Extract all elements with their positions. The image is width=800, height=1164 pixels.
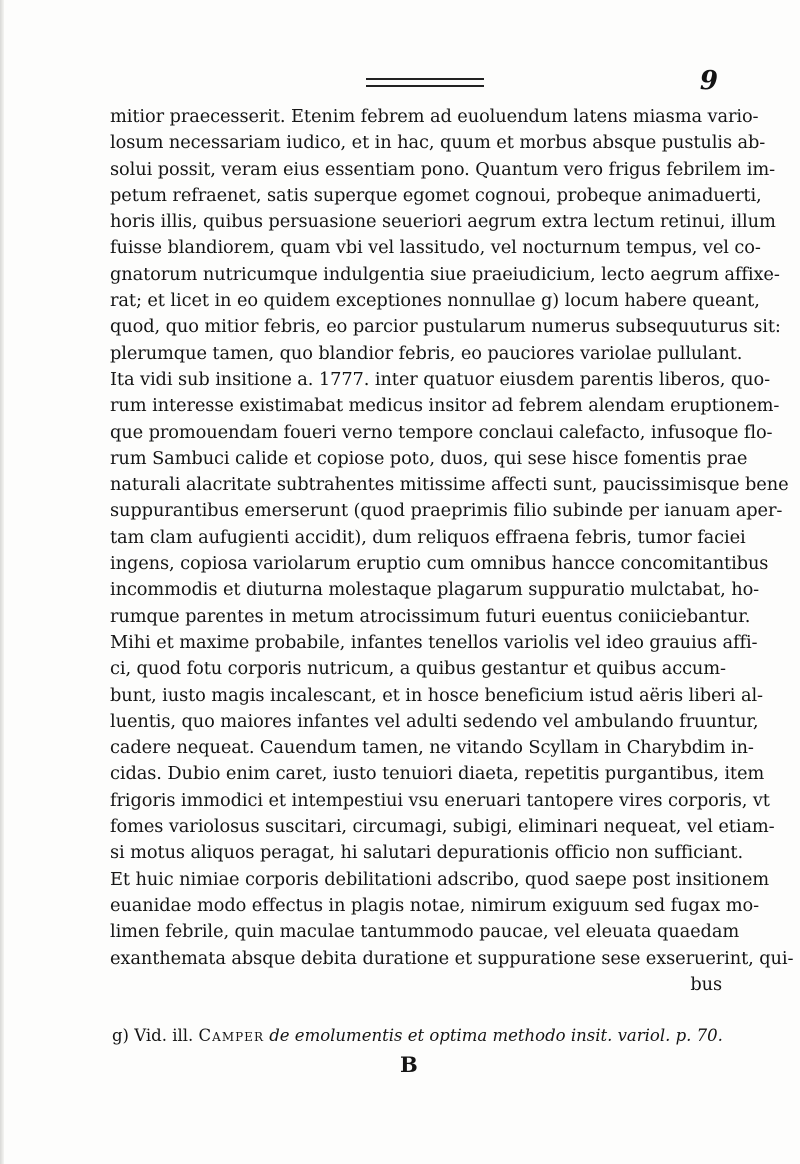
page-number: 9 <box>699 66 718 96</box>
text-line: Mihi et maxime probabile, infantes tenellos variolis vel ideo grauius affi- <box>110 631 758 653</box>
text-line: ci, quod fotu corporis nutricum, a quibus gestantur et quibus accum- <box>110 658 726 680</box>
text-line: incommodis et diuturna molestaque plagarum suppuratio mulctabat, ho- <box>110 579 760 601</box>
text-line: Ita vidi sub insitione a. 1777. inter quatuor eiusdem parentis liberos, quo- <box>110 368 771 390</box>
footnote-title: de emolumentis et optima methodo insit. variol. <box>269 1026 671 1045</box>
text-line: luentis, quo maiores infantes vel adulti sedendo vel ambulando fruuntur, <box>110 710 759 732</box>
text-line: rum Sambuci calide et copiose poto, duos, qui sese hisce fomentis prae <box>110 447 748 469</box>
text-line: petum refraenet, satis superque egomet cognoui, probeque animaduerti, <box>110 184 762 206</box>
footnote-marker: g) <box>112 1026 129 1045</box>
text-line: bus <box>690 973 722 995</box>
text-line: que promouendam foueri verno tempore conclaui calefacto, infusoque flo- <box>110 421 773 443</box>
text-line: naturali alacritate subtrahentes mitissime affecti sunt, paucissimisque bene <box>110 474 789 496</box>
text-line: euanidae modo effectus in plagis notae, nimirum exiguum sed fugax mo- <box>110 894 760 916</box>
text-line: rumque parentes in metum atrocissimum futuri euentus coniiciebantur. <box>110 605 751 627</box>
text-line: tam clam aufugienti accidit), dum reliquos effraena febris, tumor faciei <box>110 526 746 548</box>
text-line: limen febrile, quin maculae tantummodo paucae, vel eleuata quaedam <box>110 921 740 943</box>
footnote-author: Camper <box>198 1026 264 1045</box>
text-line: gnatorum nutricumque indulgentia siue praeiudicium, lecto aegrum affixe- <box>110 263 780 285</box>
text-line: plerumque tamen, quo blandior febris, eo pauciores variolae pullulant. <box>110 342 743 364</box>
text-line: si motus aliquos peragat, hi salutari depurationis officio non sufficiant. <box>110 842 744 864</box>
text-line: ingens, copiosa variolarum eruptio cum omnibus hancce concomitantibus <box>110 553 769 575</box>
text-line: fuisse blandiorem, quam vbi vel lassitudo, vel nocturnum tempus, vel co- <box>110 237 761 259</box>
text-line: exanthemata absque debita duratione et suppuratione sese exseruerint, qui- <box>110 947 794 969</box>
page-edge-shadow <box>0 0 4 1164</box>
text-line: Et huic nimiae corporis debilitationi adscribo, quod saepe post insitionem <box>110 868 770 890</box>
text-line: horis illis, quibus persuasione seueriori aegrum extra lectum retinui, illum <box>110 211 776 233</box>
text-line: bunt, iusto magis incalescant, et in hosce beneficium istud aëris liberi al- <box>110 684 763 706</box>
text-line: cadere nequeat. Cauendum tamen, ne vitando Scyllam in Charybdim in- <box>110 737 754 759</box>
signature-mark: B <box>400 1052 418 1077</box>
text-line: losum necessariam iudico, et in hac, quum et morbus absque pustulis ab- <box>110 132 766 154</box>
main-text-block <box>110 104 794 998</box>
text-line: suppurantibus emerserunt (quod praeprimis filio subinde per ianuam aper- <box>110 500 783 522</box>
text-line: cidas. Dubio enim caret, iusto tenuiori diaeta, repetitis purgantibus, item <box>110 763 765 785</box>
text-line: rum interesse existimabat medicus insitor ad febrem alendam eruptionem- <box>110 395 780 417</box>
text-line: mitior praecesserit. Etenim febrem ad euoluendum latens miasma vario- <box>110 106 759 127</box>
text-line: frigoris immodici et intempestiui vsu eneruari tantopere vires corporis, vt <box>110 789 770 811</box>
header-double-rule <box>366 78 484 87</box>
text-line: solui possit, veram eius essentiam pono. Quantum vero frigus febrilem im- <box>110 158 775 180</box>
footnote-page-ref: p. 70. <box>675 1026 723 1045</box>
text-line: rat; et licet in eo quidem exceptiones nonnullae g) locum habere queant, <box>110 290 760 312</box>
footnote <box>112 1026 722 1045</box>
text-line: fomes variolosus suscitari, circumagi, subigi, eliminari nequeat, vel etiam- <box>110 816 775 838</box>
footnote-prefix: Vid. ill. <box>134 1026 194 1045</box>
text-line: quod, quo mitior febris, eo parcior pustularum numerus subsequuturus sit: <box>110 316 781 338</box>
